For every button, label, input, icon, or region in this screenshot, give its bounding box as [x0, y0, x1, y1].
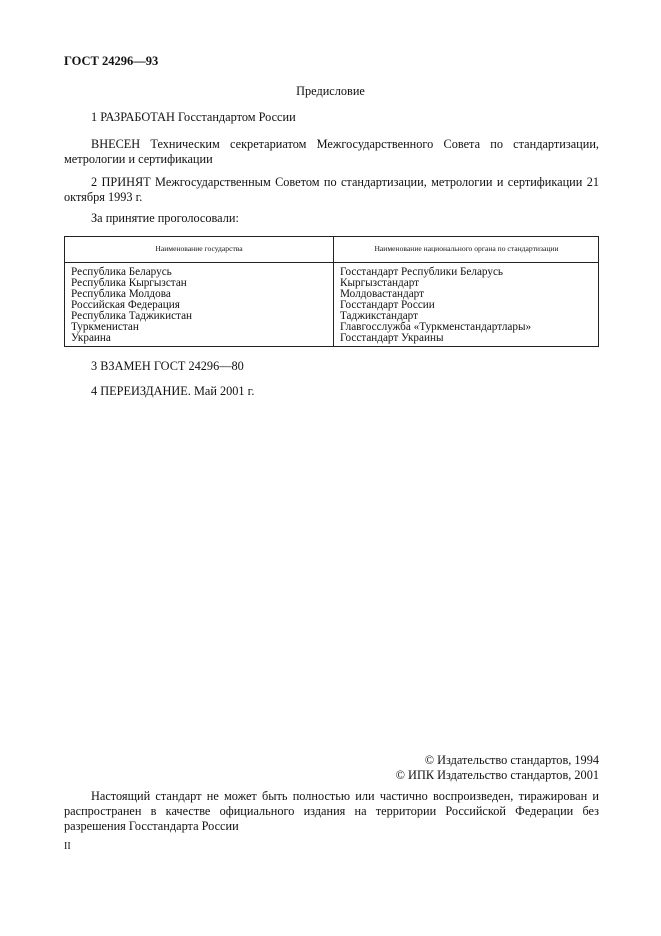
table-cell-body: Кыргызстандарт	[340, 277, 420, 289]
table-column-bodies	[340, 267, 531, 344]
copyright-line-2001: © ИПК Издательство стандартов, 2001	[395, 768, 599, 782]
paragraph-replaces: 3 ВЗАМЕН ГОСТ 24296—80	[91, 359, 244, 373]
table-cell-body: Госстандарт России	[340, 299, 435, 311]
copyright-line-1994: © Издательство стандартов, 1994	[424, 753, 599, 767]
page-number: II	[64, 841, 71, 852]
table-header-divider	[65, 262, 598, 263]
table-cell-body: Госстандарт Украины	[340, 332, 444, 344]
table-cell-state: Республика Беларусь	[71, 266, 172, 278]
table-cell-state: Республика Кыргызстан	[71, 277, 187, 289]
paragraph-voted: За принятие проголосовали:	[91, 211, 239, 225]
paragraph-reissue: 4 ПЕРЕИЗДАНИЕ. Май 2001 г.	[91, 384, 255, 398]
table-cell-state: Республика Молдова	[71, 288, 171, 300]
table-column-states	[71, 267, 192, 344]
table-cell-body: Госстандарт Республики Беларусь	[340, 266, 504, 278]
paragraph-developed: 1 РАЗРАБОТАН Госстандартом России	[91, 110, 296, 124]
table-cell-state: Туркменистан	[71, 321, 139, 333]
copyright-block	[396, 753, 599, 783]
table-cell-state: Республика Таджикистан	[71, 310, 193, 322]
table-header-body: Наименование национального органа по стандартизации	[374, 244, 559, 253]
standard-code-header: ГОСТ 24296—93	[64, 54, 159, 68]
table-cell-state: Украина	[71, 332, 111, 344]
table-cell-body: Молдовастандарт	[340, 288, 425, 300]
table-cell-body: Таджикстандарт	[340, 310, 419, 322]
table-cell-state: Российская Федерация	[71, 299, 180, 311]
section-title: Предисловие	[296, 84, 365, 98]
voting-table	[64, 236, 599, 347]
paragraph-adopted: 2 ПРИНЯТ Межгосударственным Советом по стандартизации, метрологии и сертификации 21 октября 1993 г.	[64, 175, 599, 204]
table-cell-body: Главгосслужба «Туркменстандартлары»	[340, 321, 532, 333]
reproduction-notice: Настоящий стандарт не может быть полностью или частично воспроизведен, тиражирован и распространен в качестве официального издания на территории Российской Федерации без разрешения Госстандарта России	[64, 789, 599, 833]
table-header-state: Наименование государства	[155, 244, 243, 253]
paragraph-introduced: ВНЕСЕН Техническим секретариатом Межгосударственного Совета по стандартизации, метрологии и сертификации	[64, 137, 599, 166]
